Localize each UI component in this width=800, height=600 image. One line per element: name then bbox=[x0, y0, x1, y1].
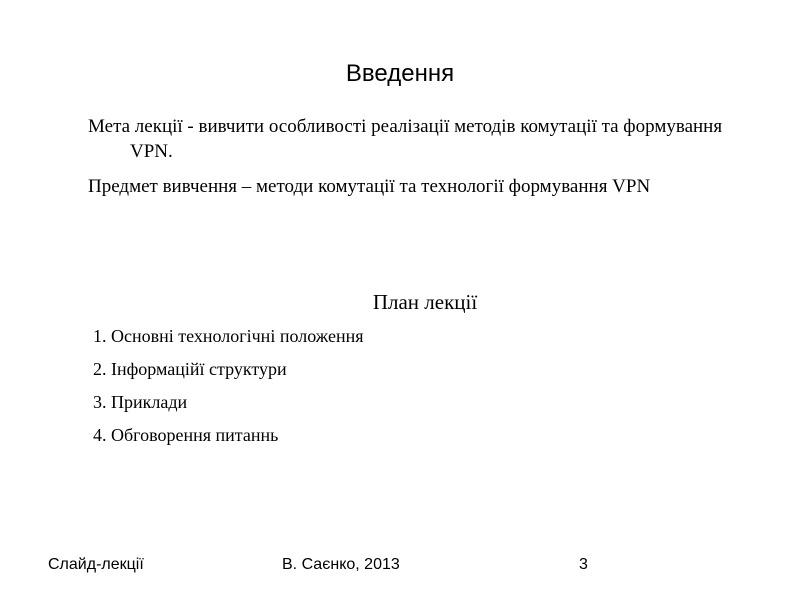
slide-title: Введення bbox=[345, 60, 455, 87]
intro-block bbox=[88, 114, 768, 209]
footer-page-number: 3 bbox=[579, 556, 588, 573]
plan-item: 1. Основні технологічні положення bbox=[93, 326, 364, 346]
plan-item: 3. Приклади bbox=[93, 392, 188, 412]
plan-item: 2. Інформаційї структури bbox=[93, 359, 287, 379]
footer-author: В. Саєнко, 2013 bbox=[282, 556, 400, 573]
plan-list bbox=[93, 324, 363, 456]
plan-item: 4. Обговорення питаннь bbox=[93, 425, 279, 445]
plan-heading: План лекції bbox=[372, 290, 478, 314]
lecture-goal-text: Мета лекції - вивчити особливості реалізації методів комутації та формування VPN. bbox=[88, 116, 723, 162]
lecture-subject-text: Предмет вивчення – методи комутації та технології формування VPN bbox=[88, 176, 651, 197]
footer-series-label: Слайд-лекції bbox=[48, 556, 144, 573]
